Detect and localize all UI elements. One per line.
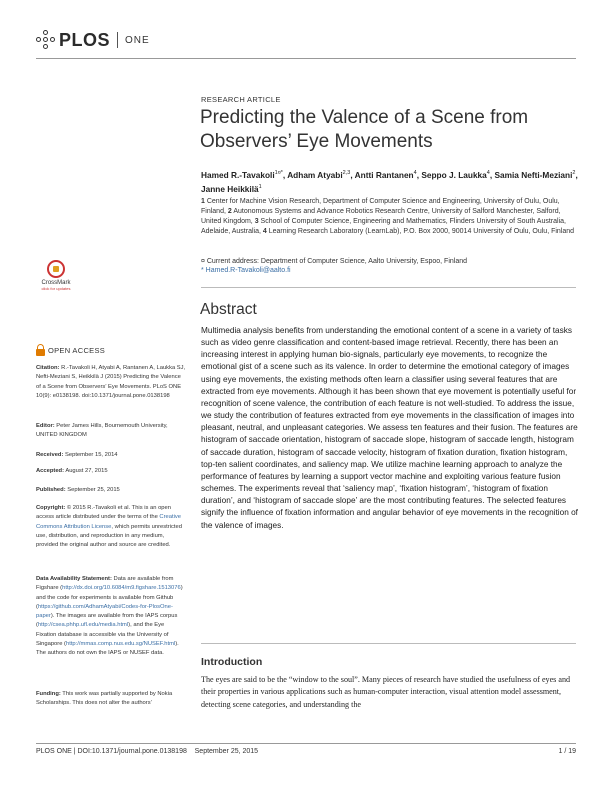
copyright-text: , which permits unrestricted use, distribution, and reproduction in any medium, provided the original author and source are credited.: [36, 523, 182, 549]
das-text: ). The authors do not own the IAPS or NUSEF data.: [36, 641, 179, 657]
affil-text: Learning Research Laboratory (LearnLab), P.O. Box 2000, 90014 University of Oulu, Oulu, Finland: [266, 228, 575, 236]
das-text: Data are available from Figshare (: [36, 576, 174, 592]
github-link[interactable]: https://github.com/AdhamAtyabi/Codes-for-PlosOne-paper: [36, 603, 173, 620]
received-label: Received:: [36, 452, 64, 458]
author-name[interactable]: , Adham Atyabi: [282, 169, 343, 180]
affil-num: 3: [254, 218, 259, 226]
author-name[interactable]: Hamed R.-Tavakoli: [201, 169, 275, 180]
funding: [36, 690, 186, 709]
figshare-link[interactable]: http://dx.doi.org/10.6084/m9.figshare.1513076: [62, 585, 181, 592]
editor-text: Peter James Hills, Bournemouth University, UNITED KINGDOM: [36, 423, 168, 439]
accepted-label: Accepted:: [36, 468, 65, 474]
copyright-label: Copyright:: [36, 505, 66, 511]
received-date: [36, 451, 186, 460]
corresponding-email-link[interactable]: * Hamed.R-Tavakoli@aalto.fi: [201, 267, 291, 274]
article-title: Predicting the Valence of a Scene from Observers’ Eye Movements: [200, 107, 529, 152]
copyright: [36, 504, 186, 550]
editor: [36, 422, 186, 441]
journal-name: ONE: [125, 34, 150, 46]
license-link[interactable]: Creative Commons Attribution License: [36, 514, 181, 530]
header-rule: [36, 58, 576, 59]
das-text: ) and the code for experiments is available from Github (: [36, 585, 183, 610]
intro-rule: [201, 643, 576, 644]
funding-label: Funding:: [36, 691, 61, 697]
author-sup: 4: [413, 170, 417, 176]
author-list: [201, 167, 581, 195]
abstract-heading: Abstract: [200, 301, 257, 318]
author-sup: ¤: [277, 170, 281, 176]
iaps-link[interactable]: http://csea.phhp.ufl.edu/media.html: [37, 622, 129, 629]
plos-logo[interactable]: [36, 30, 150, 50]
affil-text: Autonomous Systems and Advance Robotics Research Centre, University of Salford Manchester, Salford, United Kingdom,: [201, 208, 561, 226]
author-name[interactable]: , Janne Heikkilä: [201, 169, 578, 194]
author-sup: *: [280, 170, 283, 176]
author-name[interactable]: , Samia Nefti-Meziani: [489, 169, 573, 180]
logo-separator: [117, 32, 118, 48]
affil-num: 4: [262, 228, 267, 236]
current-address: ¤ Current address: Department of Computer Science, Aalto University, Espoo, Finland: [201, 258, 467, 265]
author-name[interactable]: , Antti Rantanen: [350, 169, 414, 180]
funding-text: This work was partially supported by Nokia Scholarships. This does not alter the authors’: [36, 691, 173, 707]
author-name[interactable]: , Seppo J. Laukka: [416, 169, 487, 180]
brand-name: PLOS: [59, 29, 111, 50]
published-text: September 25, 2015: [65, 487, 120, 493]
copyright-text: © 2015 R.-Tavakoli et al. This is an open access article distributed under the terms of the: [36, 505, 171, 521]
abstract-text: Multimedia analysis benefits from understanding the emotional content of a scene in a variety of tasks such as video genre classification and content-based image retrieval. Recently, there has been an increasing interest in applying human bio-signals, particularly eye movements, to recognize the emotional gist of a scene such as its valence. In order to determine the emotional category of images using eye movements, the existing methods often learn a classifier using several features that are extracted from eye movements. Although it has been shown that eye movement is potentially useful for recognition of scene valence, the contribution of each feature is not well-studied. To address the issue, we study the contribution of features extracted from eye movements in the classification of images into pleasant, neutral, and unpleasant categories. We assess ten features and their fusion. The features are histogram of saccade orientation, histogram of saccade slope, histogram of saccade length, histogram of saccade duration, histogram of saccade velocity, histogram of fixation duration, fixation histogram, top-ten salient coordinates, and saliency map. We utilize machine learning approach to analyze the performance of features by learning a support vector machine and exploiting various feature fusion schemes. The experiments reveal that ‘saliency map’, ‘fixation histogram’, ‘histogram of fixation duration’, and ‘histogram of saccade slope’ are the most contributing features. The selected features signify the influence of fixation information and angular behavior of eye movements in the recognition of the valence of images.: [201, 326, 578, 530]
accepted-date: [36, 467, 186, 476]
published-label: Published:: [36, 487, 66, 493]
footer-citation: PLOS ONE | DOI:10.1371/journal.pone.0138198 September 25, 2015: [36, 748, 259, 755]
citation-text: R.-Tavakoli H, Atyabi A, Rantanen A, Laukka SJ, Nefti-Meziani S, Heikkilä J (2015) Predicting the Valence of a Scene from Observers’ Eye Movements. PLoS ONE 10(9): e0138198. doi:10.1371/journal.pone.0138198: [36, 365, 186, 399]
author-sup: 2: [572, 170, 576, 176]
affil-num: 2: [227, 208, 232, 216]
open-lock-icon: [36, 344, 45, 356]
author-sup: 4: [486, 170, 490, 176]
intro-text: The eyes are said to be the “window to the soul”. Many pieces of research have studied the usefulness of eyes and their properties in various applications such as human-computer interaction, visual attention model assessment, detecting scene categories, and understanding the: [201, 675, 571, 709]
das-text: ), and the Eye Fixation database is accessible via the University of Singapore (: [36, 622, 169, 648]
affil-text: School of Computer Science, Engineering and Mathematics, Flinders University of South Australia, Adelaide, Australia,: [201, 218, 566, 236]
affiliations: [201, 197, 579, 237]
affil-num: 1: [201, 198, 205, 205]
affil-text: Center for Machine Vision Research, Department of Computer Science and Engineering, University of Oulu, Oulu, Finland,: [201, 198, 560, 216]
accepted-text: August 27, 2015: [64, 468, 108, 474]
plos-dots-icon: [36, 30, 56, 50]
author-sup: 2,3: [342, 170, 351, 176]
open-access-label: OPEN ACCESS: [48, 345, 106, 355]
intro-heading: Introduction: [201, 656, 263, 668]
editor-label: Editor:: [36, 423, 55, 429]
article-type: RESEARCH ARTICLE: [201, 95, 281, 104]
received-text: September 15, 2014: [63, 452, 118, 458]
page-number: 1 / 19: [558, 748, 576, 755]
author-sup: 1: [274, 170, 278, 176]
author-sup: 1: [258, 183, 262, 190]
citation-label: Citation:: [36, 365, 60, 371]
data-availability-label: Data Availability Statement:: [36, 576, 112, 582]
abstract-rule: [201, 287, 576, 288]
crossmark-icon: [47, 260, 65, 278]
published-date: [36, 486, 186, 495]
nusef-link[interactable]: http://mmas.comp.nus.edu.sg/NUSEF.html: [65, 641, 176, 648]
crossmark-button[interactable]: [36, 260, 76, 291]
crossmark-sublabel: click for updates: [41, 286, 71, 291]
footer-rule: [36, 743, 576, 744]
open-access-badge: [36, 344, 105, 356]
das-text: ). The images are available from the IAPS corpus (: [36, 613, 178, 629]
crossmark-label: CrossMark: [41, 280, 71, 286]
citation: [36, 364, 186, 401]
data-availability: [36, 575, 186, 659]
